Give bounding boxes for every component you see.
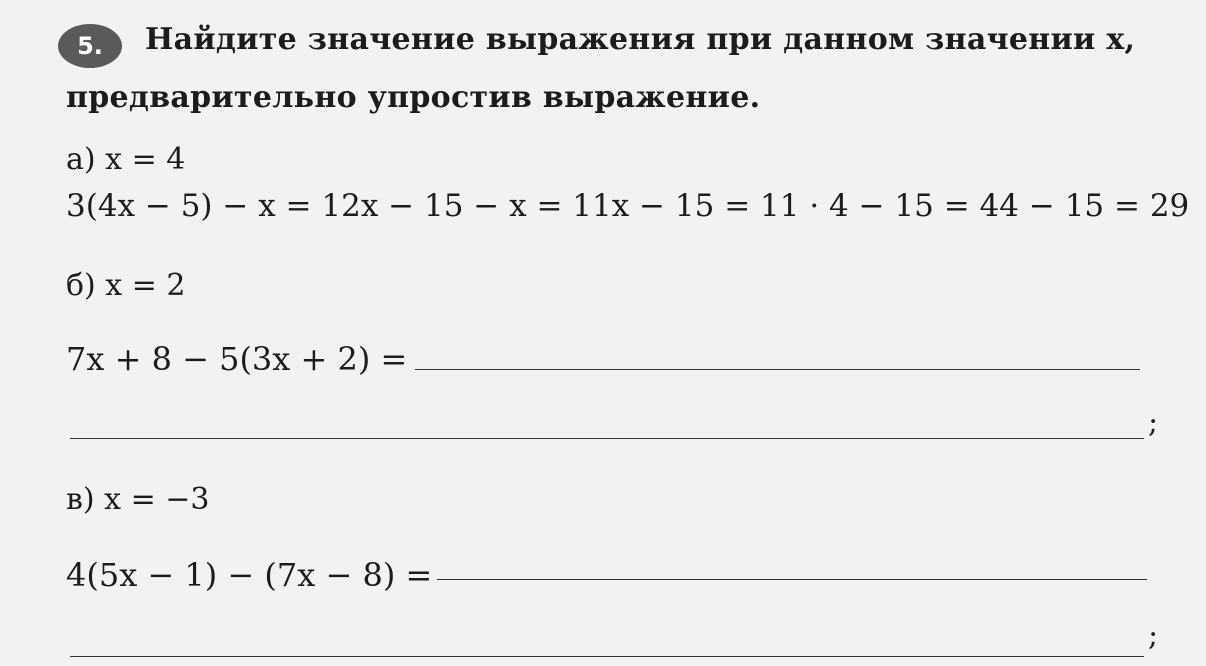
part-c-answer-line-2[interactable] bbox=[70, 656, 1144, 657]
part-b-semicolon: ; bbox=[1148, 405, 1159, 440]
part-b-expression: 7x + 8 − 5(3x + 2) = bbox=[66, 340, 408, 378]
task-instruction-line2: предварительно упростив выражение. bbox=[66, 80, 761, 115]
part-a-label: а) x = 4 bbox=[66, 142, 186, 177]
part-b-label: б) x = 2 bbox=[66, 268, 186, 303]
task-number-badge: 5. bbox=[58, 24, 122, 68]
part-c-semicolon: ; bbox=[1148, 618, 1159, 653]
part-c-answer-line-1[interactable] bbox=[437, 579, 1147, 580]
part-c-label: в) x = −3 bbox=[66, 482, 210, 517]
part-b-answer-line-2[interactable] bbox=[70, 438, 1144, 439]
task-instruction-line1: Найдите значение выражения при данном значении x, bbox=[145, 22, 1136, 57]
part-c-expression: 4(5x − 1) − (7x − 8) = bbox=[66, 556, 433, 594]
part-b-answer-line-1[interactable] bbox=[415, 369, 1140, 370]
part-a-solution: 3(4x − 5) − x = 12x − 15 − x = 11x − 15 = 11 · 4 − 15 = 44 − 15 = 29 bbox=[66, 188, 1190, 224]
